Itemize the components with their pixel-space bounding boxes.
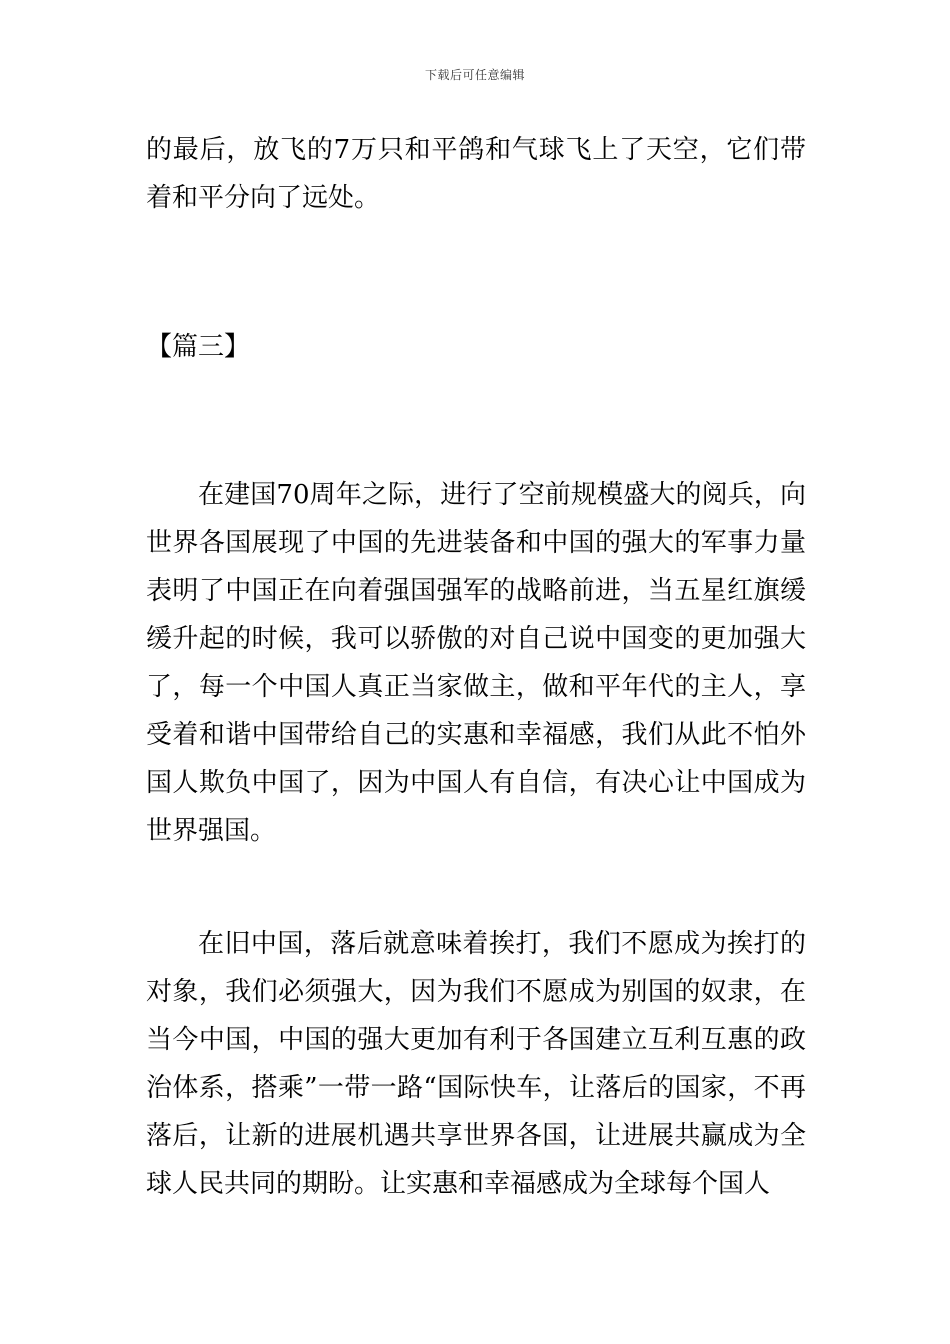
section-heading (146, 323, 806, 371)
body-paragraph-1-block (146, 471, 806, 855)
continuation-paragraph: 的最后，放飞的7万只和平鸽和气球飞上了天空，它们带着和平分向了远处。 (146, 135, 806, 213)
page-header-note: 下载后可任意编辑 (424, 68, 525, 82)
body-paragraph-2: 在旧中国，落后就意味着挨打，我们不愿成为挨打的对象，我们必须强大，因为我们不愿成为别国的奴隶，在当今中国，中国的强大更加有利于各国建立互利互惠的政治体系，搭乘”一带一路“国际快车，让落后的国家，不再落后，让新的进展机遇共享世界各国，让进展共赢成为全球人民共同的期盼。让实惠和幸福感成为全球每个国人 (146, 929, 806, 1199)
body-paragraph-2-block (146, 920, 806, 1208)
continuation-block (146, 126, 806, 222)
section-heading-text: 【篇三】 (146, 332, 251, 362)
body-paragraph-1: 在建国70周年之际，进行了空前规模盛大的阅兵，向世界各国展现了中国的先进装备和中国的强大的军事力量表明了中国正在向着强国强军的战略前进，当五星红旗缓缓升起的时候，我可以骄傲的对自己说中国变的更加强大了，每一个中国人真正当家做主，做和平年代的主人，享受着和谐中国带给自己的实惠和幸福感，我们从此不怕外国人欺负中国了，因为中国人有自信，有决心让中国成为世界强国。 (146, 480, 806, 846)
